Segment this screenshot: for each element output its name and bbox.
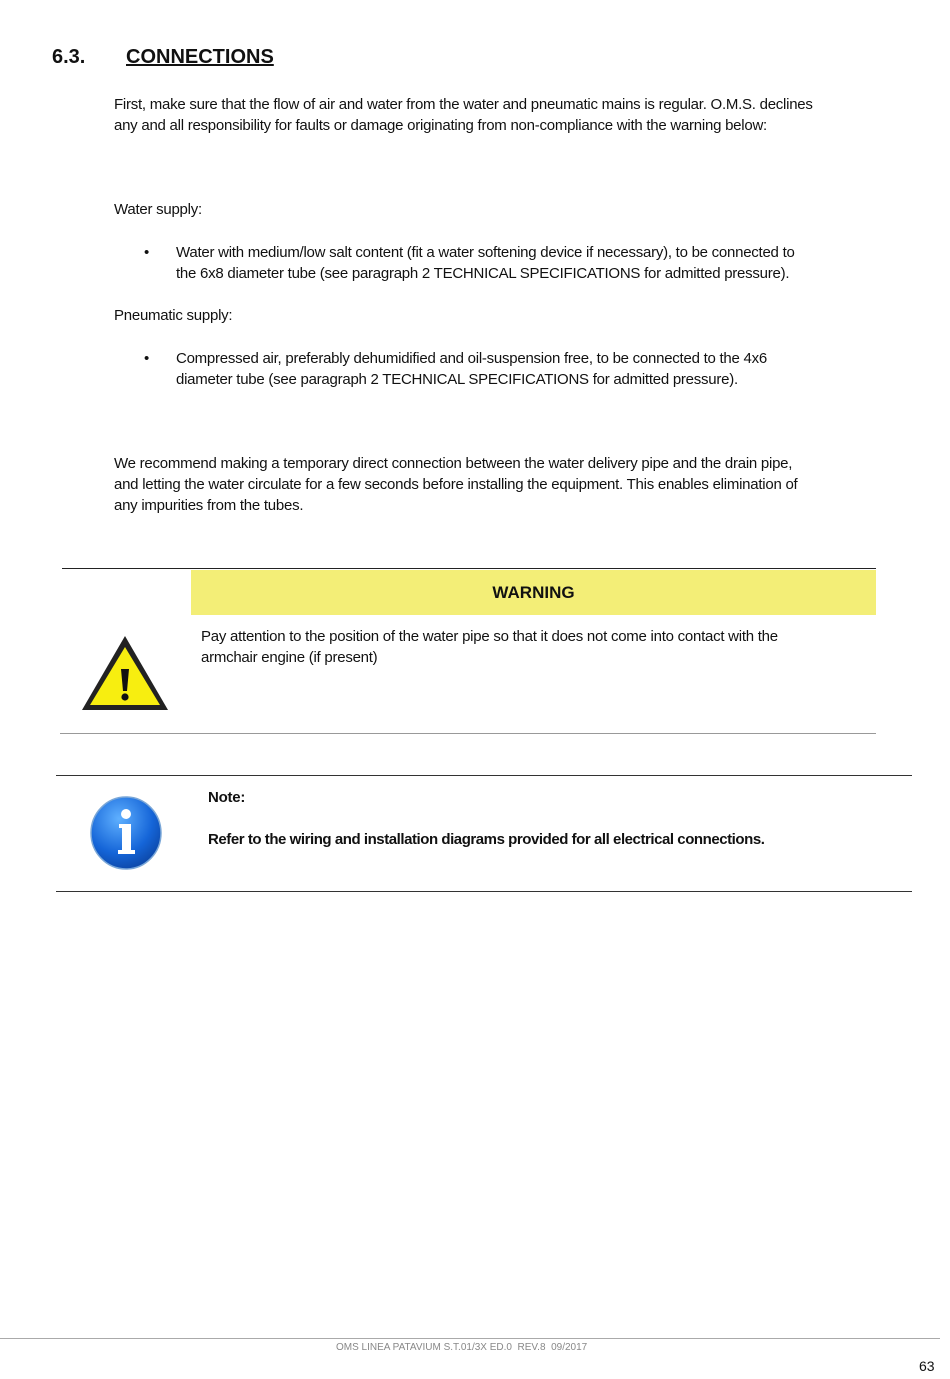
section-number: 6.3. xyxy=(52,46,86,68)
intro-line: any and all responsibility for faults or damage originating from non-compliance with the warning below: xyxy=(114,117,767,134)
footer-doc-ref: OMS LINEA PATAVIUM S.T.01/3X ED.0 REV.8 09/2017 xyxy=(336,1342,588,1353)
water-bullet-line: the 6x8 diameter tube (see paragraph 2 TECHNICAL SPECIFICATIONS for admitted pressure). xyxy=(176,265,790,282)
warning-text-line: Pay attention to the position of the water pipe so that it does not come into contact with the xyxy=(201,628,778,645)
note-top-rule xyxy=(56,775,912,776)
bullet-icon: • xyxy=(144,244,150,261)
warning-top-rule xyxy=(62,568,876,569)
pneumatic-supply-label: Pneumatic supply: xyxy=(114,307,233,324)
page-number: 63 xyxy=(919,1358,935,1374)
warning-title: WARNING xyxy=(492,583,575,602)
info-icon xyxy=(88,795,164,871)
recommend-line: We recommend making a temporary direct connection between the water delivery pipe and the drain pipe, xyxy=(114,455,793,472)
note-title: Note: xyxy=(208,789,246,806)
pneumatic-bullet-line: Compressed air, preferably dehumidified and oil-suspension free, to be connected to the 4x6 xyxy=(176,350,767,367)
warning-bottom-rule xyxy=(60,733,876,734)
note-bottom-rule xyxy=(56,891,912,892)
warning-header xyxy=(191,570,876,615)
bullet-icon: • xyxy=(144,350,150,367)
recommend-line: any impurities from the tubes. xyxy=(114,497,304,514)
pneumatic-bullet-line: diameter tube (see paragraph 2 TECHNICAL SPECIFICATIONS for admitted pressure). xyxy=(176,371,738,388)
warning-text-line: armchair engine (if present) xyxy=(201,649,378,666)
intro-line: First, make sure that the flow of air and water from the water and pneumatic mains is regular. O.M.S. declines xyxy=(114,96,813,113)
water-bullet-line: Water with medium/low salt content (fit a water softening device if necessary), to be connected to xyxy=(176,244,795,261)
note-text: Refer to the wiring and installation diagrams provided for all electrical connections. xyxy=(208,831,765,848)
footer-rule xyxy=(0,1338,940,1339)
water-supply-label: Water supply: xyxy=(114,201,202,218)
section-title: CONNECTIONS xyxy=(126,46,274,68)
recommend-line: and letting the water circulate for a few seconds before installing the equipment. This enables elimination of xyxy=(114,476,798,493)
warning-icon xyxy=(80,633,170,713)
